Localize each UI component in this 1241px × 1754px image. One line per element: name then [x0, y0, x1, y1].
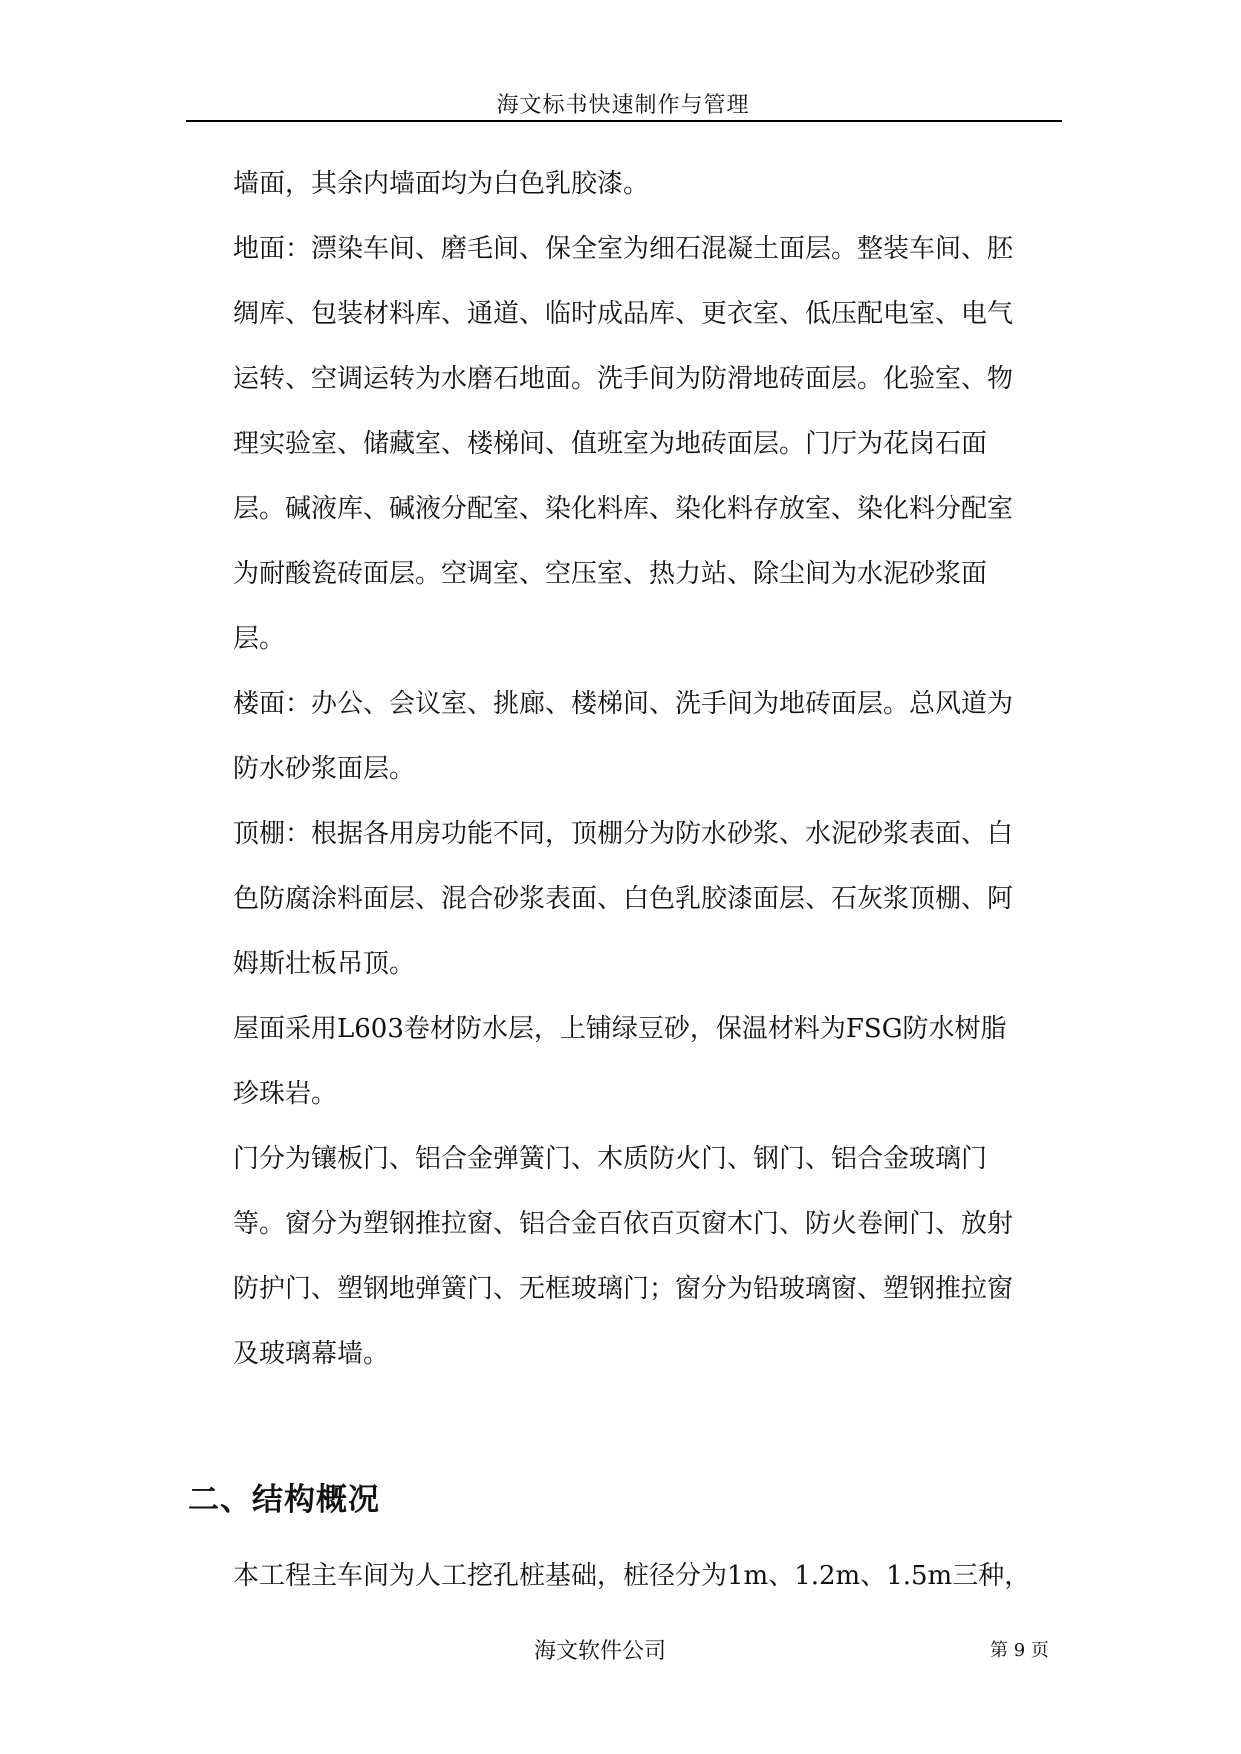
- paragraph-roof: 屋面采用L603卷材防水层，上铺绿豆砂，保温材料为FSG防水树脂珍珠岩。: [233, 1014, 1007, 1109]
- paragraph-ceilings: 顶棚：根据各用房功能不同，顶棚分为防水砂浆、水泥砂浆表面、白色防腐涂料面层、混合砂浆表面、白色乳胶漆面层、石灰浆顶棚、阿姆斯壮板吊顶。: [233, 819, 1014, 979]
- page-header-title: 海文标书快速制作与管理: [496, 93, 750, 118]
- paragraph-floors: 地面：漂染车间、磨毛间、保全室为细石混凝土面层。整装车间、胚绸库、包装材料库、通道、临时成品库、更衣室、低压配电室、电气运转、空调运转为水磨石地面。洗手间为防滑地砖面层。化验室、物理实验室、储藏室、楼梯间、值班室为地砖面层。门厅为花岗石面层。碱液库、碱液分配室、染化料库、染化料存放室、染化料分配室为耐酸瓷砖面层。空调室、空压室、热力站、除尘间为水泥砂浆面层。: [233, 234, 1014, 654]
- section-paragraph: 本工程主车间为人工挖孔桩基础，桩径分为1m、1.2m、1.5m三种，: [233, 1561, 1031, 1591]
- body-content: [233, 152, 1023, 1387]
- paragraph-walls: 墙面，其余内墙面均为白色乳胶漆。: [233, 169, 650, 199]
- header-divider: [186, 120, 1062, 122]
- footer-company: 海文软件公司: [533, 1639, 666, 1664]
- paragraph-doors-windows: 门分为镶板门、铝合金弹簧门、木质防火门、钢门、铝合金玻璃门等。窗分为塑钢推拉窗、铝合金百依百页窗木门、防火卷闸门、放射防护门、塑钢地弹簧门、无框玻璃门；窗分为铅玻璃窗、塑钢推拉窗及玻璃幕墙。: [233, 1144, 1014, 1369]
- footer-page-number: 第 9 页: [990, 1640, 1049, 1661]
- paragraph-upper-floors: 楼面：办公、会议室、挑廊、楼梯间、洗手间为地砖面层。总风道为防水砂浆面层。: [233, 689, 1014, 784]
- section-heading: 二、结构概况: [188, 1482, 380, 1518]
